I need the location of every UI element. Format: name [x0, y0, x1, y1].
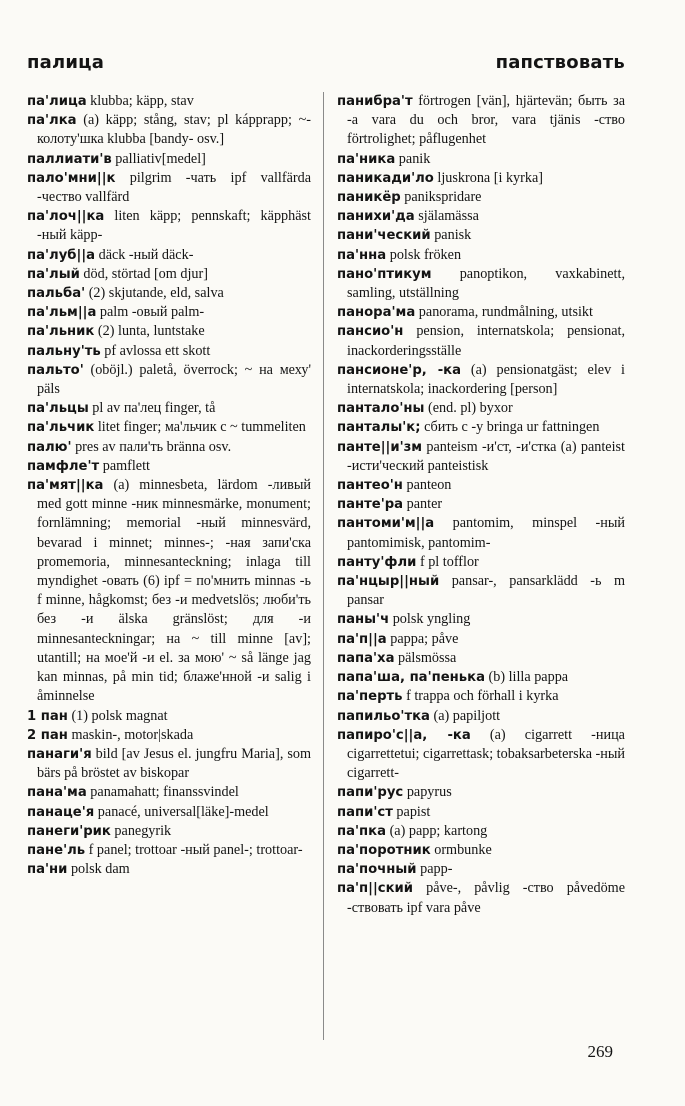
- dictionary-entry: [337, 169, 625, 188]
- dictionary-entry: [337, 879, 625, 917]
- dictionary-entry: [337, 438, 625, 476]
- entry-headword: па'ника: [337, 151, 396, 167]
- dictionary-entry: [337, 630, 625, 649]
- dictionary-entry: [337, 207, 625, 226]
- entry-headword: пансио'н: [337, 324, 404, 340]
- entry-definition: panoptikon, vaxkabinett, samling, utställning: [347, 265, 625, 302]
- entry-definition: pres av пали'ть bränna osv.: [71, 438, 232, 455]
- entry-definition: f trappa och förhall i kyrka: [402, 688, 559, 705]
- entry-definition: pilgrim -чать ipf vallfärda -чество vallfärd: [37, 169, 311, 206]
- entry-headword: пантео'н: [337, 478, 403, 494]
- entry-definition: själamässa: [414, 208, 479, 225]
- entry-headword: пальба': [27, 286, 86, 302]
- entry-headword: пано'птикум: [337, 266, 432, 282]
- entry-definition: pamflett: [99, 457, 150, 474]
- dictionary-entry: [27, 284, 311, 303]
- entry-headword: папа'ша, па'пенька: [337, 670, 485, 686]
- entry-definition: panegyrik: [110, 822, 172, 839]
- right-column: [337, 92, 625, 918]
- column-divider: [323, 92, 324, 1040]
- dictionary-entry: [27, 418, 311, 437]
- entry-definition: pansar-, pansarklädd -ь m pansar: [347, 573, 625, 609]
- entry-headword: па'почный: [337, 862, 417, 878]
- dictionary-entry: [27, 246, 311, 265]
- entry-headword: па'перть: [337, 689, 403, 705]
- entry-definition: (2) lunta, luntstake: [94, 323, 205, 340]
- entry-headword: па'лоч||ка: [27, 209, 105, 225]
- entry-definition: panisk: [430, 227, 472, 244]
- dictionary-entry: [337, 418, 625, 437]
- entry-definition: (end. pl) byxor: [424, 400, 513, 417]
- entry-definition: (a) cigarrett -ница cigarrettetui; cigarrettask; tobaksarbeterska -ный cigarrett-: [347, 726, 626, 782]
- left-column: [27, 92, 311, 879]
- dictionary-entry: [27, 860, 311, 879]
- dictionary-entry: [337, 668, 625, 687]
- dictionary-entry: [337, 265, 625, 303]
- entry-definition: påve-, påvlig -ство påvedöme -ствовать ipf vara påve: [347, 880, 625, 916]
- entry-headword: па'п||ский: [337, 881, 414, 897]
- entry-headword: палю': [27, 439, 72, 455]
- entry-headword: па'льник: [27, 324, 95, 340]
- dictionary-entry: [337, 649, 625, 668]
- entry-headword: па'луб||а: [27, 247, 96, 263]
- entry-headword: пана'ма: [27, 785, 87, 801]
- entry-headword: па'льм||а: [27, 305, 97, 321]
- entry-definition: polsk dam: [67, 861, 130, 878]
- dictionary-entry: [27, 342, 311, 361]
- entry-definition: panter: [403, 496, 443, 513]
- entry-headword: па'ни: [27, 862, 68, 878]
- entry-headword: 1 пан: [27, 708, 68, 724]
- dictionary-entry: [337, 687, 625, 706]
- entry-headword: 2 пан: [27, 727, 68, 743]
- entry-definition: (a) papiljott: [429, 707, 501, 724]
- dictionary-entry: [337, 783, 625, 802]
- page-number: 269: [587, 1042, 613, 1061]
- entry-definition: panikspridare: [400, 189, 482, 206]
- entry-headword: па'льцы: [27, 401, 89, 417]
- entry-definition: pl av па'лец finger, tå: [88, 400, 216, 417]
- running-head-left: палица: [27, 52, 105, 73]
- dictionary-entry: [27, 150, 311, 169]
- dictionary-entry: [337, 92, 625, 150]
- entry-definition: palm -овый palm-: [96, 304, 205, 321]
- dictionary-entry: [27, 457, 311, 476]
- entry-definition: pälsmössa: [394, 649, 457, 666]
- entry-definition: polsk yngling: [389, 611, 471, 628]
- entry-headword: пантоми'м||а: [337, 516, 435, 532]
- dictionary-entry: [27, 169, 311, 207]
- entry-headword: па'льчик: [27, 420, 95, 436]
- dictionary-entry: [337, 361, 625, 399]
- entry-headword: паллиати'в: [27, 151, 112, 167]
- entry-definition: papist: [392, 803, 431, 820]
- entry-definition: f pl tofflor: [416, 553, 479, 570]
- entry-headword: па'поротник: [337, 842, 431, 858]
- dictionary-entry: [337, 822, 625, 841]
- dictionary-entry: [337, 707, 625, 726]
- dictionary-entry: [27, 265, 311, 284]
- entry-headword: па'лица: [27, 94, 87, 109]
- entry-headword: па'лый: [27, 266, 80, 282]
- dictionary-entry: [27, 361, 311, 399]
- entry-headword: па'п||а: [337, 631, 387, 647]
- dictionary-entry: [337, 150, 625, 169]
- entry-headword: панталы'к;: [337, 420, 421, 436]
- dictionary-entry: [27, 207, 311, 245]
- entry-definition: сбить с -у bringa ur fattningen: [420, 419, 600, 436]
- dictionary-entry: [337, 841, 625, 860]
- dictionary-entry: [27, 783, 311, 802]
- dictionary-entry: [27, 438, 311, 457]
- dictionary-entry: [27, 707, 311, 726]
- dictionary-entry: [27, 803, 311, 822]
- entry-headword: пальто': [27, 362, 84, 378]
- dictionary-entry: [337, 476, 625, 495]
- entry-headword: панаце'я: [27, 804, 95, 820]
- dictionary-entry: [27, 92, 311, 111]
- entry-definition: polsk fröken: [386, 246, 462, 263]
- dictionary-entry: [337, 572, 625, 610]
- entry-definition: (a) käpp; stång, stav; pl kápprapp; ~-колоту'шка klubba [bandy- osv.]: [37, 112, 311, 148]
- dictionary-entry: [27, 303, 311, 322]
- entry-headword: папиро'с||а, -ка: [337, 727, 471, 743]
- entry-headword: панора'ма: [337, 305, 416, 321]
- entry-headword: папи'рус: [337, 785, 404, 801]
- dictionary-entry: [337, 610, 625, 629]
- entry-definition: palliativ[medel]: [111, 150, 206, 167]
- dictionary-entry: [27, 399, 311, 418]
- dictionary-entry: [27, 822, 311, 841]
- entry-headword: па'мят||ка: [27, 478, 104, 494]
- entry-headword: панту'фли: [337, 554, 417, 570]
- entry-headword: панте||и'зм: [337, 439, 423, 455]
- entry-definition: panorama, rundmålning, utsikt: [415, 304, 593, 321]
- dictionary-entry: [27, 841, 311, 860]
- entry-definition: (a) papp; kartong: [386, 822, 488, 839]
- entry-definition: (1) polsk magnat: [67, 707, 168, 724]
- entry-definition: pf avlossa ett skott: [100, 342, 211, 359]
- dictionary-entry: [337, 495, 625, 514]
- entry-headword: па'нцыр||ный: [337, 574, 440, 590]
- entry-headword: паны'ч: [337, 612, 390, 628]
- entry-definition: litet finger; ма'льчик с ~ tummeliten: [94, 419, 306, 436]
- entry-definition: papp-: [416, 861, 453, 878]
- dictionary-entry: [337, 399, 625, 418]
- dictionary-entry: [337, 860, 625, 879]
- dictionary-entry: [337, 322, 625, 360]
- dictionary-entry: [337, 303, 625, 322]
- entry-definition: ormbunke: [430, 841, 492, 858]
- dictionary-entry: [27, 726, 311, 745]
- dictionary-entry: [337, 726, 625, 784]
- dictionary-entry: [337, 514, 625, 552]
- dictionary-entry: [27, 111, 311, 149]
- dictionary-entry: [27, 745, 311, 783]
- entry-definition: panteon: [402, 477, 452, 494]
- entry-definition: panteism -и'ст, -и'стка (a) panteist -исти'ческий panteistisk: [347, 438, 625, 474]
- entry-definition: död, störtad [om djur]: [79, 265, 208, 282]
- entry-definition: panik: [395, 150, 431, 167]
- entry-headword: папи'ст: [337, 804, 393, 820]
- entry-headword: па'нна: [337, 247, 387, 263]
- entry-definition: pappa; påve: [386, 630, 459, 647]
- entry-headword: пани'ческий: [337, 228, 431, 244]
- entry-headword: панталo'ны: [337, 401, 425, 417]
- entry-headword: панеги'рик: [27, 823, 111, 839]
- entry-definition: panamahatt; finanssvindel: [86, 784, 239, 801]
- entry-definition: (b) lilla pappa: [484, 669, 569, 686]
- entry-definition: pension, internatskola; pensionat, inackorderingsställe: [347, 323, 625, 359]
- entry-definition: bild [av Jesus el. jungfru Maria], som bärs på bröstet av biskopar: [37, 745, 311, 782]
- entry-definition: f panel; trottoar -ный panel-; trottoar-: [85, 841, 303, 858]
- entry-headword: панихи'да: [337, 209, 415, 225]
- entry-headword: панибра'т: [337, 94, 413, 109]
- entry-headword: папа'ха: [337, 650, 395, 666]
- dictionary-entry: [337, 226, 625, 245]
- entry-definition: papyrus: [403, 784, 452, 801]
- entry-definition: klubba; käpp, stav: [86, 93, 194, 109]
- entry-definition: (2) skjutande, eld, salva: [85, 285, 224, 302]
- entry-definition: förtrogen [vän], hjärtevän; быть за -а vara du och bror, vara tjänis -ство förtrolighet; påflugenhet: [347, 93, 625, 148]
- entry-headword: панте'ра: [337, 497, 404, 513]
- dictionary-entry: [337, 246, 625, 265]
- running-head-right: папствовать: [495, 52, 625, 73]
- dictionary-entry: [337, 803, 625, 822]
- dictionary-entry: [337, 188, 625, 207]
- dictionary-entry: [337, 553, 625, 572]
- entry-headword: паникёр: [337, 190, 401, 206]
- entry-definition: däck -ный däck-: [95, 246, 194, 263]
- entry-headword: па'пка: [337, 823, 387, 839]
- dictionary-entry: [27, 476, 311, 706]
- entry-headword: папильо'тка: [337, 708, 430, 724]
- entry-definition: maskin-, motor|skada: [67, 726, 194, 743]
- entry-headword: пане'ль: [27, 842, 86, 858]
- entry-headword: па'лка: [27, 113, 77, 129]
- entry-headword: пало'мни||к: [27, 170, 116, 186]
- entry-definition: pantomim, minspel -ный pantomimisk, pantomim-: [347, 515, 625, 551]
- entry-headword: пальну'ть: [27, 343, 101, 359]
- entry-headword: паникади'ло: [337, 170, 434, 186]
- entry-definition: (oböjl.) paletå, överrock; ~ на меху' päls: [37, 361, 311, 398]
- dictionary-entry: [27, 322, 311, 341]
- entry-headword: памфле'т: [27, 458, 100, 474]
- entry-headword: пансионе'р, -ка: [337, 362, 462, 378]
- entry-definition: (a) minnesbeta, lärdom -ливый med gott minne -ник minnesmärke, monument; fornlämning; memorial -ный minnesvärd, bevarad i minnet; minnes-; -ная запи'ска promemoria, minnesanteckning; inlaga till myndighet -овать (6) ipf = по'мнить minnas -ь f minne, hågkomst; без -и medvetslös; люби'ть без -и älska gränslöst; для -и minnesanteckningar; на ~ till minne [av]; utantill; на мое'й -и el. за мою' ~ så länge jag kan minnas, på min tid; блаже'нной -и salig i åminnelse: [37, 477, 311, 705]
- entry-headword: панаги'я: [27, 746, 92, 762]
- entry-definition: liten käpp; pennskaft; käpphäst -ный käpp-: [37, 208, 311, 244]
- entry-definition: ljuskrona [i kyrka]: [433, 169, 543, 186]
- entry-definition: (a) pensionatgäst; elev i internatskola; inackordering [person]: [347, 361, 625, 398]
- entry-definition: panacé, universal[läke]-medel: [94, 803, 269, 820]
